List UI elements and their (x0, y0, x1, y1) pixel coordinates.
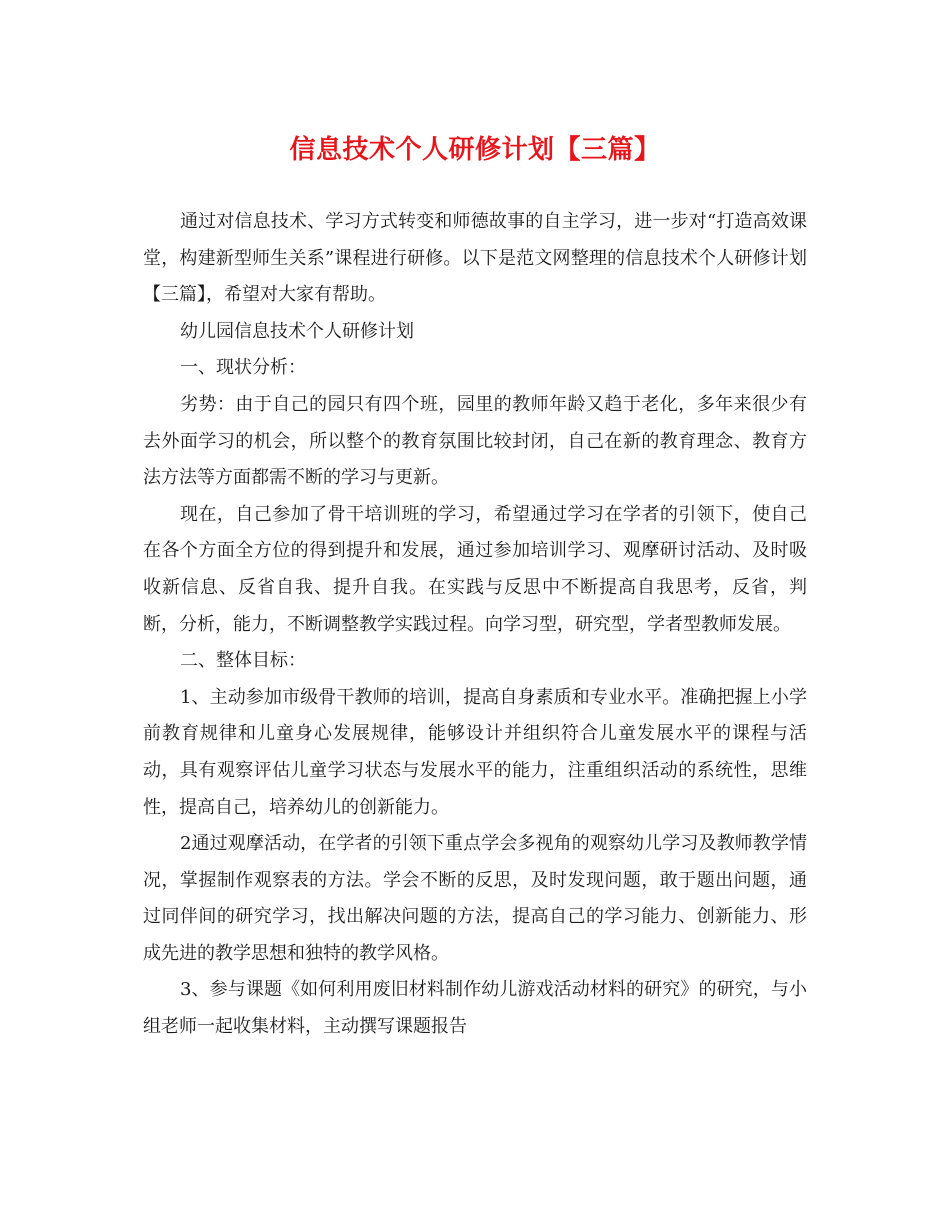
section-heading-plan: 幼儿园信息技术个人研修计划 (180, 320, 414, 342)
section-heading-status: 一、现状分析： (180, 357, 306, 379)
paragraph-disadvantage: 劣势：由于自己的园只有四个班，园里的教师年龄又趋于老化，多年来很少有去外面学习的机会，所以整个的教育氛围比较封闭，自己在新的教育理念、教育方法方法等方面都需不断的学习与更新。 (143, 393, 807, 489)
paragraph-current: 现在，自己参加了骨干培训班的学习，希望通过学习在学者的引领下，使自己在各个方面全方位的得到提升和发展，通过参加培训学习、观摩研讨活动、及时吸收新信息、反省自我、提升自我。在实践与反思中不断提高自我思考，反省，判断，分析，能力，不断调整教学实践过程。向学习型，研究型，学者型教师发展。 (143, 503, 807, 635)
paragraph-goal-3: 3、参与课题《如何利用废旧材料制作幼儿游戏活动材料的研究》的研究，与小组老师一起收集材料，主动撰写课题报告 (143, 979, 807, 1038)
section-heading-goals: 二、整体目标： (180, 650, 306, 672)
paragraph-goal-1: 1、主动参加市级骨干教师的培训，提高自身素质和专业水平。准确把握上小学前教育规律和儿童身心发展规律，能够设计并组织符合儿童发展水平的课程与活动，具有观察评估儿童学习状态与发展水平的能力，注重组织活动的系统性，思维性，提高自己，培养幼儿的创新能力。 (143, 686, 807, 818)
document-title: 信息技术个人研修计划【三篇】 (289, 135, 661, 165)
paragraph-goal-2: 2通过观摩活动，在学者的引领下重点学会多视角的观察幼儿学习及教师教学情况，掌握制作观察表的方法。学会不断的反思，及时发现问题，敢于题出问题，通过同伴间的研究学习，找出解决问题的方法，提高自己的学习能力、创新能力、形成先进的教学思想和独特的教学风格。 (143, 833, 807, 964)
document-body (143, 204, 807, 1046)
intro-paragraph: 通过对信息技术、学习方式转变和师德故事的自主学习，进一步对“打造高效课堂，构建新型师生关系”课程进行研修。以下是范文网整理的信息技术个人研修计划【三篇】，希望对大家有帮助。 (143, 211, 807, 306)
